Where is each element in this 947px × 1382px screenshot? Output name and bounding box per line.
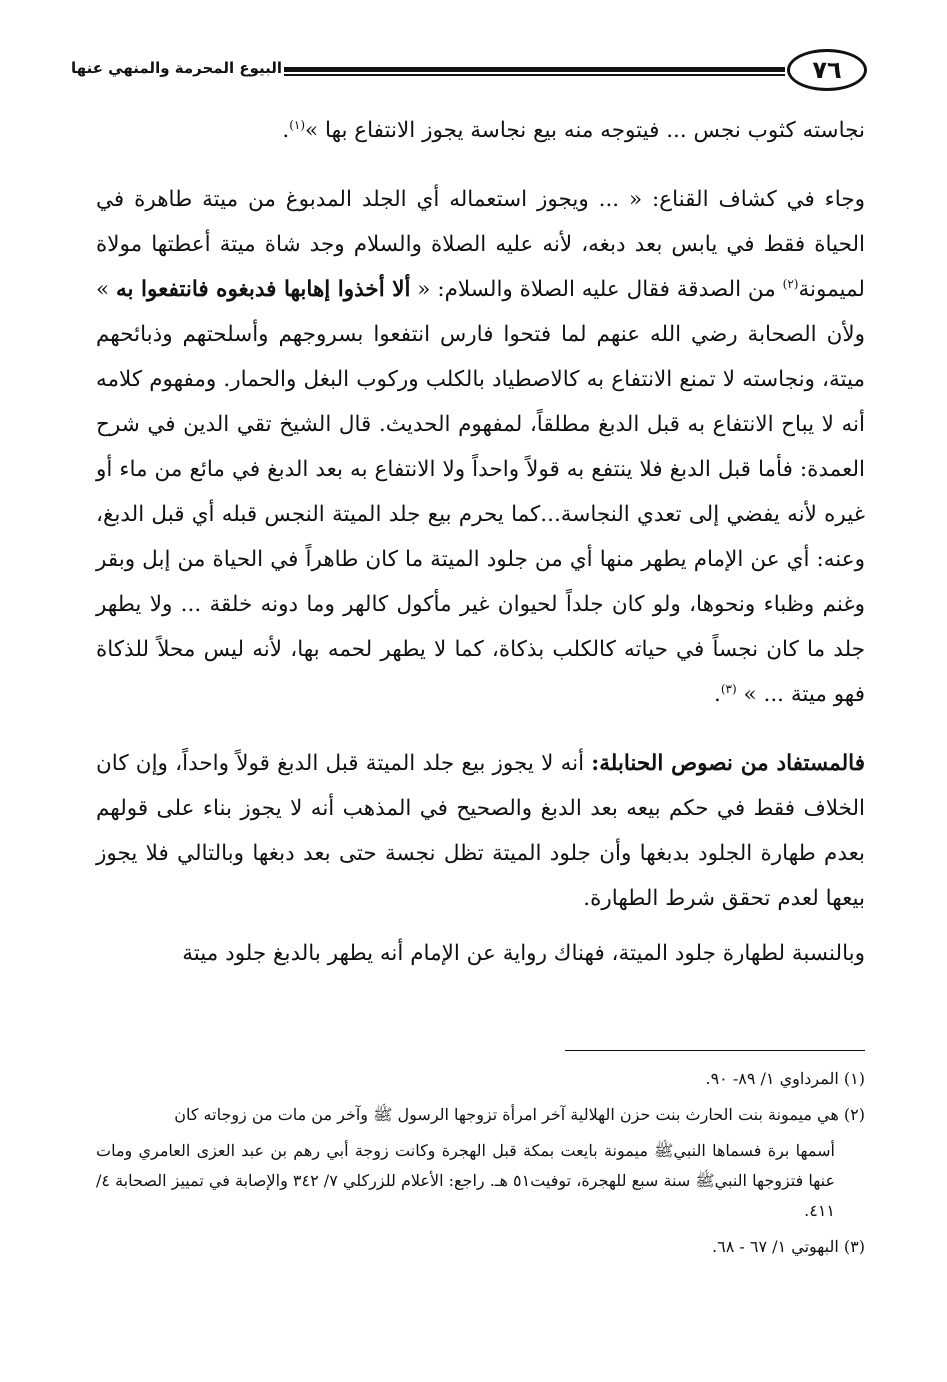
page-number: ٧٦ <box>787 49 867 91</box>
paragraph-text: من الصدقة فقال عليه الصلاة والسلام: « <box>410 277 783 302</box>
paragraph-4 <box>96 931 865 976</box>
footnotes <box>96 1064 865 1262</box>
paragraph-text: وبالنسبة لطهارة جلود الميتة، فهناك رواية عن الإمام أنه يطهر بالدبغ جلود ميتة <box>182 941 865 966</box>
paragraph-1 <box>96 108 865 153</box>
paragraph-text: أنه لا يجوز بيع جلد الميتة قبل الدبغ قولاً واحداً، وإن كان الخلاف فقط في حكم بيعه بعد الدبغ والصحيح في المذهب أنه لا يجوز بناء على قولهم بعدم طهارة الجلود بدبغها وأن جلود الميتة تظل نجسة حتى بعد دبغها وبالتالي فلا يجوز بيعها لعدم تحقق شرط الطهارة. <box>96 751 865 911</box>
footnote-marker: (٢) <box>782 276 799 291</box>
page-header <box>71 45 867 105</box>
paragraph-end: . <box>714 682 721 707</box>
footnote-separator <box>565 1050 865 1051</box>
footnote-marker: (٣) <box>720 681 737 696</box>
paragraph-text: وجاء في كشاف القناع: « ... ويجوز استعماله أي الجلد المدبوغ من ميتة طاهرة في الحياة فقط في يابس بعد دبغه، لأنه عليه الصلاة والسلام وجد شاة ميتة أعطتها مولاة لميمونة <box>96 187 865 302</box>
footnote-1: (١) المرداوي ١/ ٨٩- ٩٠. <box>705 1069 865 1088</box>
body-text <box>96 108 865 976</box>
paragraph-2 <box>96 177 865 717</box>
footnote-2-continued: أسمها برة فسماها النبيﷺ ميمونة بايعت بمكة قبل الهجرة وكانت زوجة أبي رهم بن عبد العزى العامري ومات عنها فتزوجها النبيﷺ سنة سبع للهجرة، توفيت٥١ هـ. راجع: الأعلام للزركلي ٧/ ٣٤٢ والإصابة في تمييز الصحابة ٤/ ٤١١. <box>96 1141 836 1220</box>
footnote-2: (٢) هي ميمونة بنت الحارث بنت حزن الهلالية آخر امرأة تزوجها الرسول ﷺ وآخر من مات من زوجاته كان <box>174 1105 865 1124</box>
footnote-marker: (١) <box>289 117 306 132</box>
paragraph-lead: فالمستفاد من نصوص الحنابلة: <box>591 751 865 776</box>
running-title: البيوع المحرمة والمنهي عنها <box>71 59 282 77</box>
paragraph-3 <box>96 741 865 921</box>
header-rule <box>284 67 785 76</box>
hadith-quote: ألا أخذوا إهابها فدبغوه فانتفعوا به <box>116 277 411 302</box>
paragraph-text: » ولأن الصحابة رضي الله عنهم لما فتحوا فارس انتفعوا بسروجهم وأسلحتهم وذبائحهم ميتة، ونجاسته لا تمنع الانتفاع به كالاصطياد بالكلب وركوب البغل والحمار. ومفهوم كلامه أنه لا يباح الانتفاع به قبل الدبغ مطلقاً، لمفهوم الحديث. قال الشيخ تقي الدين في شرح العمدة: فأما قبل الدبغ فلا ينتفع به قولاً واحداً ولا الانتفاع به بعد الدبغ في مائع من ماء أو غيره لأنه يفضي إلى تعدي النجاسة...كما يحرم بيع جلد الميتة النجس قبله أي قبل الدبغ، وعنه: أي عن الإمام يطهر منها أي من جلود الميتة ما كان طاهراً في الحياة من إبل وبقر وغنم وظباء ونحوها، ولو كان جلداً لحيوان غير مأكول كالهر وما دونه خلقة ... ولا يطهر جلد ما كان نجساً في حياته كالكلب بذكاة، كما لا يطهر لحمه بها، لأنه ليس محلاً للذكاة فهو ميتة ... » <box>96 277 866 707</box>
paragraph-end: . <box>282 118 290 143</box>
footnote-3: (٣) البهوتي ١/ ٦٧ - ٦٨. <box>712 1237 865 1256</box>
paragraph-text: نجاسته كثوب نجس ... فيتوجه منه بيع نجاسة يجوز الانتفاع بها » <box>305 118 865 143</box>
